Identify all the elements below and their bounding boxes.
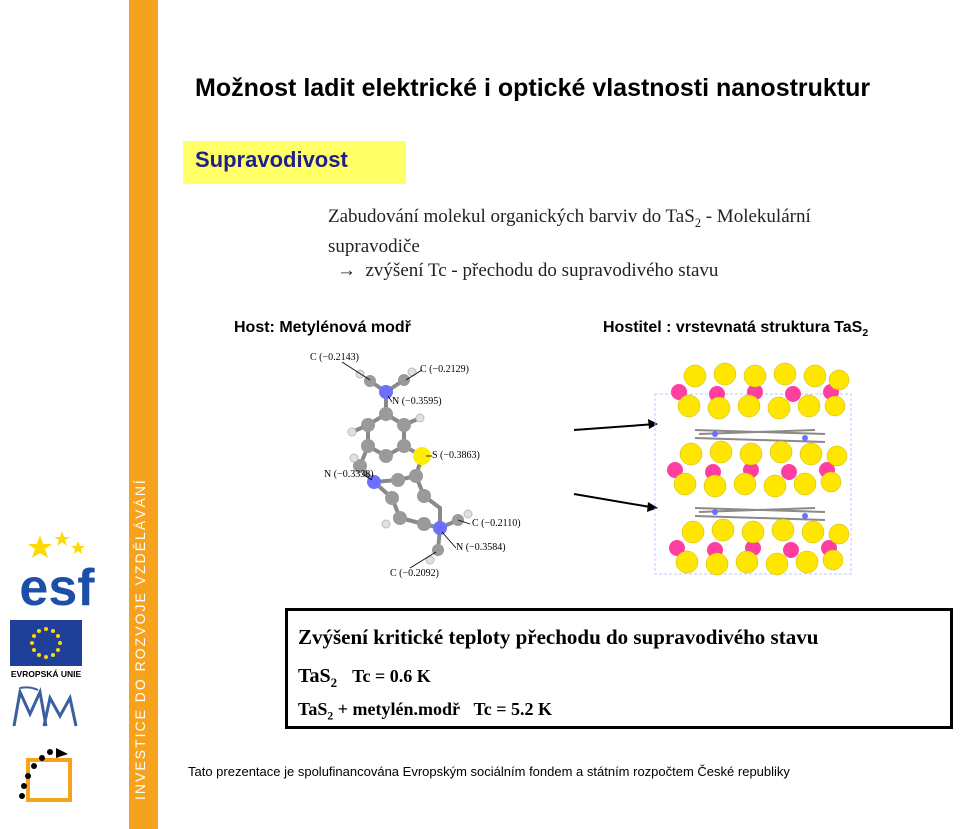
host-label: Host: Metylénová modř [234, 319, 411, 336]
label-c3: C (−0.2110) [472, 518, 521, 529]
result-line1: Zvýšení kritické teploty přechodu do supravodivého stavu [298, 625, 819, 649]
result-line3: TaS$_2$ + metylén.modř Tc = 5.2 K [298, 699, 553, 723]
label-c4: C (−0.2092) [390, 568, 439, 579]
hostitel-label: Hostitel : vrstevnatá struktura TaS$_2$ [603, 319, 869, 340]
footer-note: Tato prezentace je spolufinancována Evropským sociálním fondem a státním rozpočtem České republiky [188, 764, 790, 779]
intro-text: Zabudování molekul organických barviv do TaS$_2$ - Molekulární supravodiče → zvýšení Tc - přechodu do supravodivého stavu [328, 206, 811, 281]
bird-logo [10, 740, 82, 810]
intro-line3: zvýšení Tc - přechodu do supravodivého stavu [365, 259, 719, 281]
section-heading: Supravodivost [183, 141, 406, 184]
label-c2: C (−0.2129) [420, 364, 469, 375]
label-n1: N (−0.3595) [392, 396, 442, 407]
result-box [285, 608, 953, 729]
eu-flag-logo [10, 620, 82, 680]
label-n3: N (−0.3584) [456, 542, 506, 553]
label-c1: C (−0.2143) [310, 352, 359, 363]
msmt-logo [10, 686, 80, 734]
result-line2: TaS$_2$ Tc = 0.6 K [298, 665, 431, 690]
esf-logo [10, 527, 105, 617]
tas2-layered-structure [655, 362, 855, 602]
intro-line1: Zabudování molekul organických barviv do TaS [328, 206, 695, 227]
intro-line2: supravodiče [328, 235, 420, 257]
eu-logo-text: EVROPSKÁ UNIE [10, 669, 82, 679]
arrow-icon: → [337, 259, 356, 281]
label-n2: N (−0.3338) [324, 469, 374, 480]
sidebar-slogan: INVESTICE DO ROZVOJE VZDĚLÁVÁNÍ [132, 478, 148, 800]
page-title: Možnost ladit elektrické i optické vlastnosti nanostruktur [195, 74, 871, 102]
methylene-blue-molecule [300, 348, 540, 583]
label-s: S (−0.3863) [432, 450, 480, 461]
esf-logo-text: esf [19, 559, 95, 617]
